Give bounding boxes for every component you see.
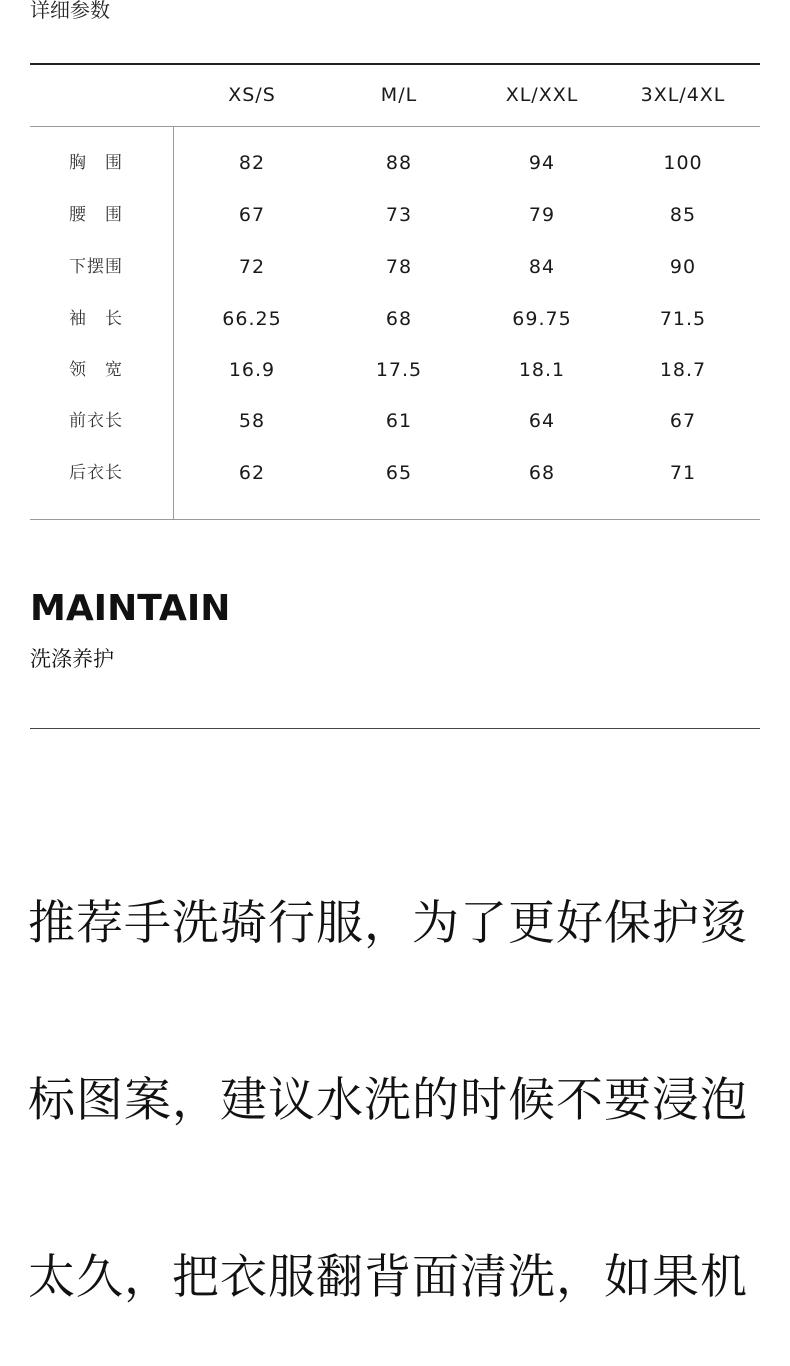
table-cell: 61 [385, 410, 413, 432]
table-header-row [30, 65, 760, 126]
column-header: XS/S [228, 84, 276, 106]
table-cell: 67 [669, 410, 697, 432]
row-label: 腰 围 [69, 205, 123, 225]
care-instructions [28, 776, 768, 1366]
table-cell: 62 [238, 462, 266, 484]
maintain-subheading: 洗涤养护 [30, 647, 114, 671]
table-cell: 90 [669, 256, 697, 278]
column-header: M/L [380, 84, 418, 106]
care-text-line: 推荐手洗骑行服，为了更好保护烫 [28, 896, 748, 951]
table-cell: 64 [528, 410, 556, 432]
maintain-heading: MAINTAIN [30, 588, 231, 629]
table-cell: 67 [238, 204, 266, 226]
table-cell: 18.1 [518, 359, 566, 381]
table-cell: 88 [385, 152, 413, 174]
table-row [30, 395, 760, 447]
table-cell: 68 [528, 462, 556, 484]
column-header: 3XL/4XL [640, 84, 726, 106]
header-divider [30, 126, 760, 127]
table-cell: 17.5 [375, 359, 423, 381]
table-cell: 58 [238, 410, 266, 432]
table-row [30, 189, 760, 241]
section-divider [30, 728, 760, 729]
table-cell: 94 [528, 152, 556, 174]
table-cell: 71 [669, 462, 697, 484]
table-cell: 84 [528, 256, 556, 278]
table-cell: 68 [385, 308, 413, 330]
care-text-line: 标图案，建议水洗的时候不要浸泡 [28, 1073, 748, 1128]
table-cell: 66.25 [222, 308, 282, 330]
table-row [30, 137, 760, 189]
table-cell: 73 [385, 204, 413, 226]
table-cell: 78 [385, 256, 413, 278]
table-cell: 85 [669, 204, 697, 226]
table-cell: 71.5 [659, 308, 707, 330]
table-cell: 16.9 [228, 359, 276, 381]
row-label: 领 宽 [69, 360, 123, 380]
row-label: 胸 围 [69, 153, 123, 173]
row-label: 后衣长 [69, 463, 123, 483]
table-cell: 82 [238, 152, 266, 174]
row-label: 袖 长 [69, 309, 123, 329]
table-cell: 100 [663, 152, 703, 174]
table-cell: 18.7 [659, 359, 707, 381]
table-row [30, 344, 760, 396]
table-cell: 72 [238, 256, 266, 278]
row-label: 前衣长 [69, 411, 123, 431]
table-cell: 79 [528, 204, 556, 226]
row-label: 下摆围 [69, 257, 123, 277]
column-header: XL/XXL [505, 84, 579, 106]
table-cell: 65 [385, 462, 413, 484]
care-text-line: 太久，把衣服翻背面清洗，如果机 [28, 1250, 748, 1305]
table-cell: 69.75 [512, 308, 572, 330]
table-row [30, 293, 760, 345]
table-row [30, 447, 760, 499]
section-caption: 详细参数 [30, 0, 110, 22]
table-bottom-rule [30, 519, 760, 520]
table-row [30, 241, 760, 293]
